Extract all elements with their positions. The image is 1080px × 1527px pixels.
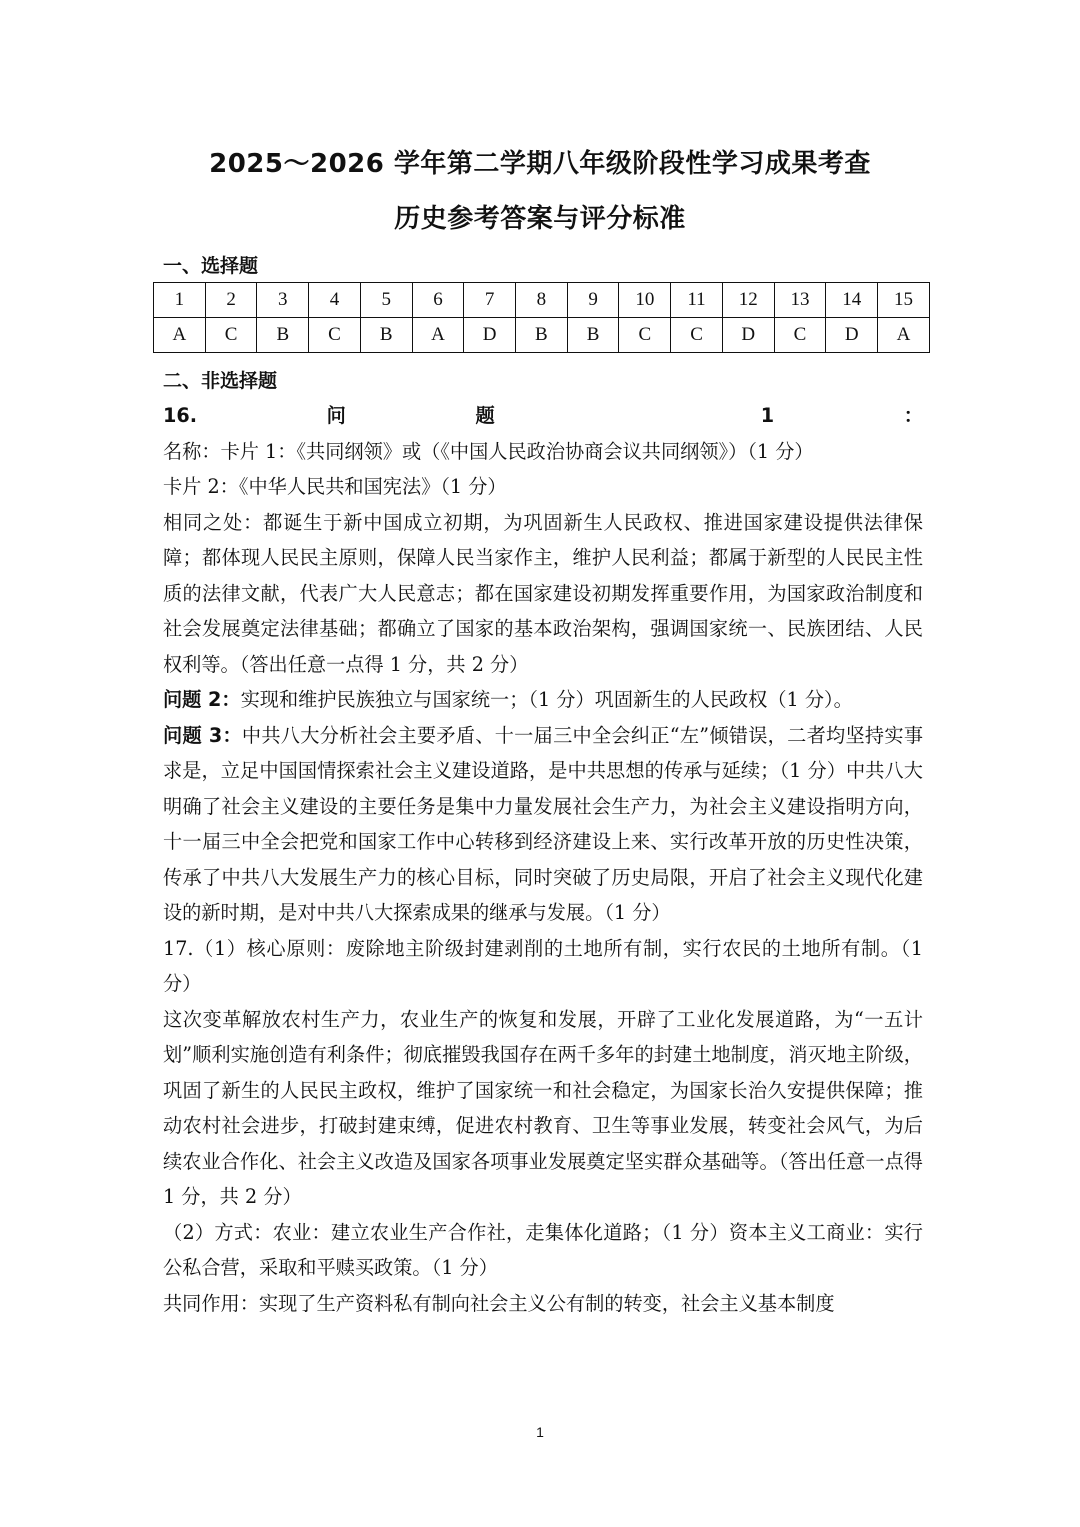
answer-paragraph: [163, 682, 923, 718]
answer-cell: A: [412, 318, 464, 353]
answer-table-answer-row: [154, 318, 930, 353]
answer-paragraph-text: （2）方式：农业：建立农业生产合作社，走集体化道路；（1 分）资本主义工商业：实行公私合营，采取和平赎买政策。（1 分）: [163, 1220, 923, 1279]
question-number-cell: 7: [464, 283, 516, 318]
answer-cell: C: [205, 318, 257, 353]
answer-paragraph-label: 16.问题 1：: [163, 404, 923, 427]
answer-paragraph-text: 实现和维护民族独立与国家统一；（1 分）巩固新生的人民政权（1 分）。: [240, 688, 853, 711]
answer-body: [163, 398, 923, 1321]
question-number-cell: 8: [516, 283, 568, 318]
question-number-cell: 9: [567, 283, 619, 318]
answer-paragraph-label: 问题 2：: [163, 688, 241, 711]
section-heading-choice: 一、选择题: [163, 255, 259, 277]
answer-cell: D: [464, 318, 516, 353]
answer-cell: D: [722, 318, 774, 353]
answer-paragraph: [163, 1215, 923, 1286]
question-number-cell: 15: [878, 283, 930, 318]
answer-paragraph-text: 这次变革解放农村生产力，农业生产的恢复和发展，开辟了工业化发展道路，为“一五计划”顺利实施创造有利条件；彻底摧毁我国存在两千多年的封建土地制度，消灭地主阶级，巩固了新生的人民民主政权，维护了国家统一和社会稳定，为国家长治久安提供保障；推动农村社会进步，打破封建束缚，促进农村教育、卫生等事业发展，转变社会风气，为后续农业合作化、社会主义改造及国家各项事业发展奠定坚实群众基础等。（答出任意一点得 1 分，共 2 分）: [163, 1007, 923, 1208]
question-number-cell: 13: [774, 283, 826, 318]
answer-table: [153, 282, 930, 353]
answer-cell: C: [619, 318, 671, 353]
question-number-cell: 1: [154, 283, 206, 318]
question-number-cell: 3: [257, 283, 309, 318]
answer-paragraph: [163, 398, 923, 469]
question-number-cell: 12: [722, 283, 774, 318]
answer-cell: D: [826, 318, 878, 353]
answer-cell: B: [567, 318, 619, 353]
answer-paragraph-text: 相同之处：都诞生于新中国成立初期，为巩固新生人民政权、推进国家建设提供法律保障；都体现人民民主原则，保障人民当家作主，维护人民利益；都属于新型的人民民主性质的法律文献，代表广大人民意志；都在国家建设初期发挥重要作用，为国家政治制度和社会发展奠定法律基础；都确立了国家的基本政治架构，强调国家统一、民族团结、人民权利等。（答出任意一点得 1 分，共 2 分）: [163, 510, 923, 676]
answer-cell: A: [154, 318, 206, 353]
answer-cell: C: [671, 318, 723, 353]
answer-paragraph-label: 问题 3：: [163, 723, 242, 747]
answer-paragraph: [163, 1286, 923, 1322]
page-subtitle: 历史参考答案与评分标准: [394, 204, 686, 234]
section-heading-nonchoice: 二、非选择题: [163, 370, 278, 392]
answer-cell: C: [309, 318, 361, 353]
answer-paragraph: [163, 1002, 923, 1215]
page-title: 2025～2026 学年第二学期八年级阶段性学习成果考查: [209, 149, 871, 179]
answer-paragraph-text: 17.（1）核心原则：废除地主阶级封建剥削的土地所有制，实行农民的土地所有制。（1 分）: [163, 936, 923, 995]
answer-paragraph: [163, 469, 923, 505]
question-number-cell: 6: [412, 283, 464, 318]
answer-paragraph-text: 中共八大分析社会主要矛盾、十一届三中全会纠正“左”倾错误，二者均坚持实事求是，立足中国国情探索社会主义建设道路，是中共思想的传承与延续；（1 分）中共八大明确了社会主义建设的主要任务是集中力量发展社会生产力，为社会主义建设指明方向，十一届三中全会把党和国家工作中心转移到经济建设上来、实行改革开放的历史性决策，传承了中共八大发展生产力的核心目标，同时突破了历史局限，开启了社会主义现代化建设的新时期，是对中共八大探索成果的继承与发展。（1 分）: [163, 723, 924, 924]
answer-paragraph: [163, 931, 923, 1002]
page-number: 1: [536, 1424, 544, 1440]
question-number-cell: 10: [619, 283, 671, 318]
answer-cell: B: [360, 318, 412, 353]
answer-cell: B: [516, 318, 568, 353]
question-number-cell: 14: [826, 283, 878, 318]
answer-paragraph: [163, 718, 923, 931]
answer-cell: C: [774, 318, 826, 353]
answer-paragraph-text: 卡片 2：《中华人民共和国宪法》（1 分）: [163, 475, 507, 498]
answer-paragraph: [163, 505, 923, 683]
answer-paragraph-text: 名称：卡片 1：《共同纲领》或（《中国人民政治协商会议共同纲领》）（1 分）: [163, 439, 814, 463]
question-number-cell: 4: [309, 283, 361, 318]
question-number-cell: 2: [205, 283, 257, 318]
answer-table-number-row: [154, 283, 930, 318]
answer-cell: A: [878, 318, 930, 353]
question-number-cell: 11: [671, 283, 723, 318]
question-number-cell: 5: [360, 283, 412, 318]
answer-paragraph-text: 共同作用：实现了生产资料私有制向社会主义公有制的转变，社会主义基本制度: [163, 1291, 835, 1315]
answer-cell: B: [257, 318, 309, 353]
